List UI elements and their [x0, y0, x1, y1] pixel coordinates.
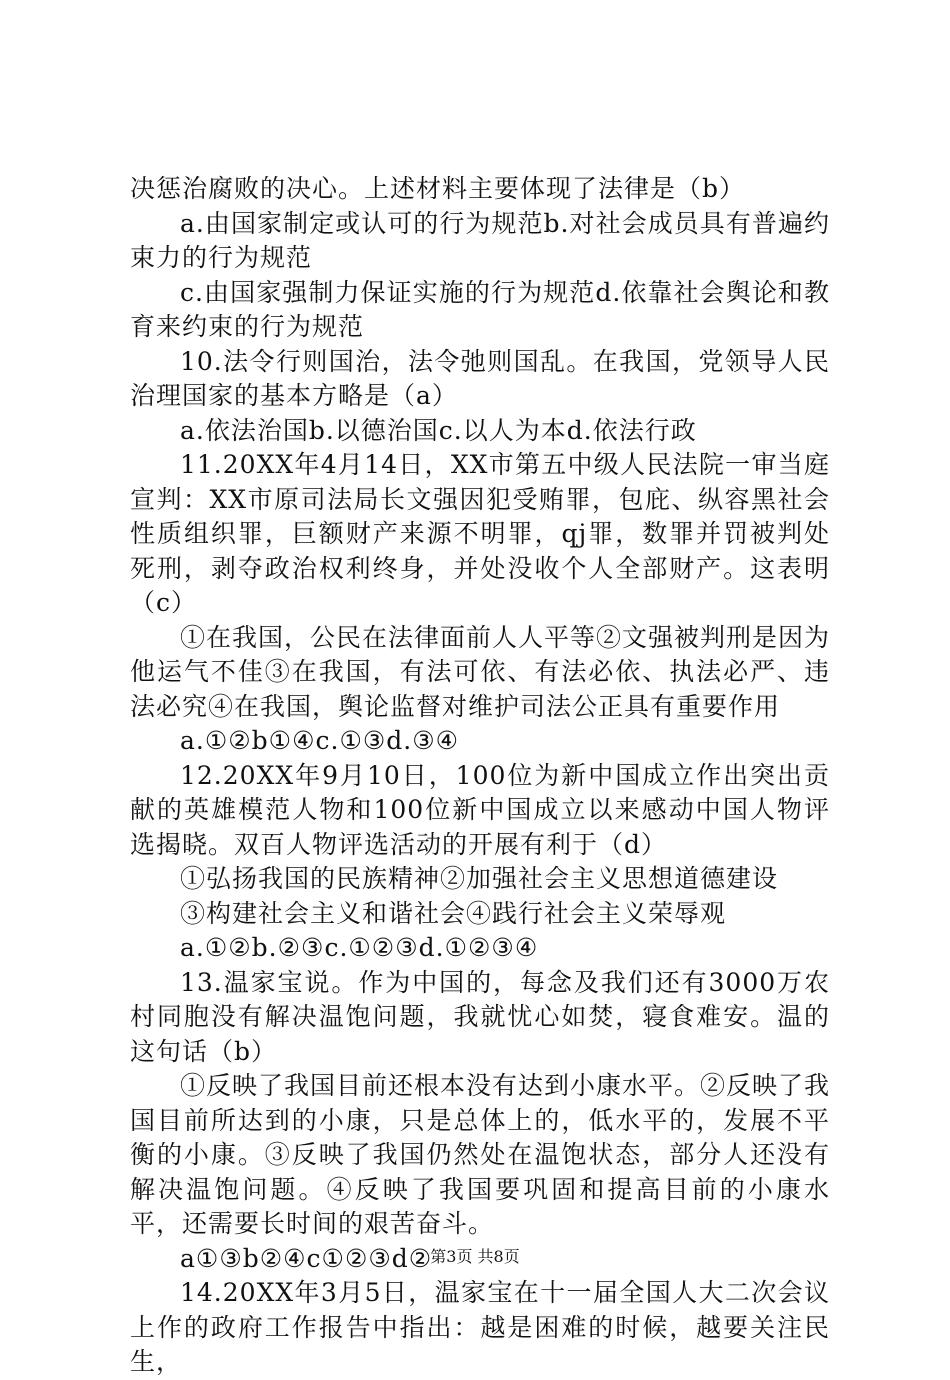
page-footer: 第3页 共8页	[430, 1247, 520, 1266]
paragraph: 11.20XX年4月14日，XX市第五中级人民法院一审当庭宣判：XX市原司法局长文强因犯受贿罪，包庇、纵容黑社会性质组织罪，巨额财产来源不明罪，qj罪，数罪并罚被判处死刑，剥夺政治权利终身，并处没收个人全部财产。这表明（c）	[130, 450, 830, 617]
paragraph: ①弘扬我国的民族精神②加强社会主义思想道德建设	[180, 864, 779, 893]
paragraph: 14.20XX年3月5日，温家宝在十一届全国人大二次会议上作的政府工作报告中指出：越是困难的时候，越要关注民生，	[130, 1278, 830, 1376]
paragraph: a①③b②④c①②③d②	[180, 1243, 433, 1273]
paragraph: ③构建社会主义和谐社会④践行社会主义荣辱观	[180, 898, 727, 928]
paragraph: 决惩治腐败的决心。上述材料主要体现了法律是（b）	[130, 174, 746, 203]
paragraph: c.由国家强制力保证实施的行为规范d.依靠社会舆论和教育来约束的行为规范	[130, 277, 830, 341]
paragraph: a.依法治国b.以德治国c.以人为本d.依法行政	[180, 415, 697, 445]
paragraph: ①反映了我国目前还根本没有达到小康水平。②反映了我国目前所达到的小康，只是总体上的，低水平的，发展不平衡的小康。③反映了我国仍然处在温饱状态，部分人还没有解决温饱问题。④反映了我国要巩固和提高目前的小康水平，还需要长时间的艰苦奋斗。	[130, 1071, 831, 1238]
paragraph: ①在我国，公民在法律面前人人平等②文强被判刑是因为他运气不佳③在我国，有法可依、有法必依、执法必严、违法必究④在我国，舆论监督对维护司法公正具有重要作用	[130, 622, 831, 721]
paragraph: 12.20XX年9月10日，100位为新中国成立作出突出贡献的英雄模范人物和100位新中国成立以来感动中国人物评选揭晓。双百人物评选活动的开展有利于（d）	[130, 760, 830, 859]
paragraph: a.①②b①④c.①③d.③④	[180, 726, 460, 755]
paragraph: a.①②b.②③c.①②③d.①②③④	[180, 933, 539, 962]
document-body	[130, 172, 830, 1380]
paragraph: 10.法令行则国治，法令弛则国乱。在我国，党领导人民治理国家的基本方略是（a）	[130, 346, 830, 410]
paragraph: 13.温家宝说。作为中国的，每念及我们还有3000万农村同胞没有解决温饱问题，我就忧心如焚，寝食难安。温的这句话（b）	[130, 967, 830, 1066]
paragraph: a.由国家制定或认可的行为规范b.对社会成员具有普遍约束力的行为规范	[130, 208, 830, 272]
